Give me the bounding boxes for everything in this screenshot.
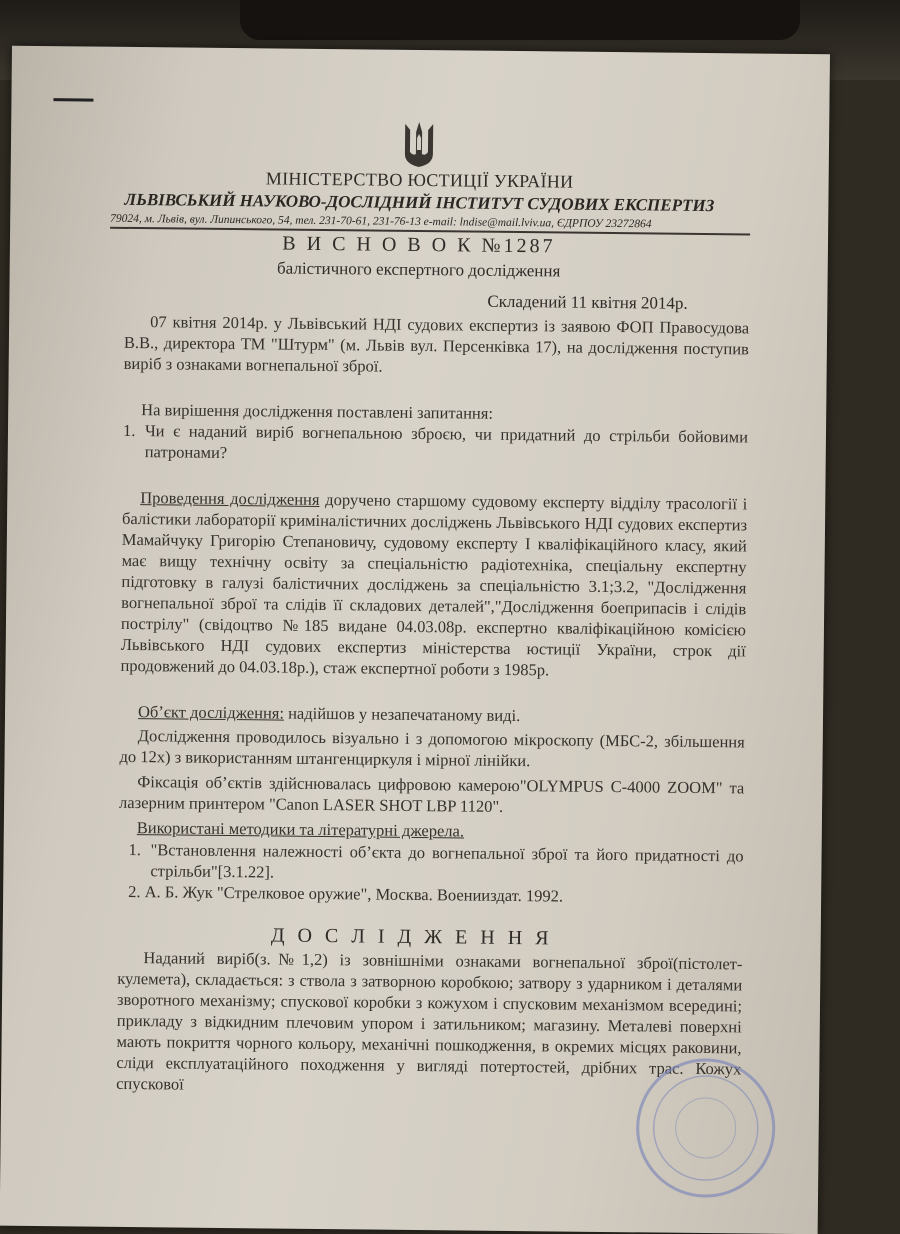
trident-emblem-icon	[401, 120, 438, 170]
object-label: Об’єкт дослідження:	[137, 702, 285, 723]
dark-object	[240, 0, 800, 40]
document-title: В И С Н О В О К №1287	[282, 232, 556, 258]
document-date: Складений 11 квітня 2014р.	[487, 291, 688, 313]
institute-name: ЛЬВІВСЬКИЙ НАУКОВО-ДОСЛІДНИЙ ІНСТИТУТ СУДОВИХ ЕКСПЕРТИЗ	[124, 189, 715, 216]
references-list	[118, 839, 744, 909]
method-paragraph: Дослідження проводилось візуально і з допомогою мікроскопу (МБС-2, збільшення до 12х) з використанням штангенциркуля і мірної лінійки.	[119, 726, 745, 771]
research-paragraph: Наданий виріб(з.№1,2) із зовнішніми ознаками вогнепальної зброї(пістолет-кулемета), складається: з ствола з затворною коробкою; затвору з ударником і деталями зворотного механізму; спускової коробки з кожухом і спусковим механізмом всередині; прикладу з відкидним плечовим упором і затильником; магазину. Металеві поверхні мають покриття чорного кольору, механічні пошкодження, в окремих місцях раковини, сліди експлуатаційного походження у вигляді потертостей, дрібних трас. Кожух спускової	[116, 948, 743, 1094]
question-number: 1.	[122, 420, 136, 441]
institute-address: 79024, м. Львів, вул. Липинського, 54, тел. 231-70-61, 231-76-13 e-mail: lndise@mail.lviv.ua, ЄДРПОУ 23272864	[110, 213, 750, 236]
research-title: Д О С Л І Д Ж Е Н Н Я	[270, 924, 553, 950]
intro-paragraph: 07 квітня 2014р. у Львівський НДІ судових експертиз із заявою ФОП Правосудова В.В., директора ТМ "Штурм" (м. Львів вул. Персенківка 17), на дослідження поступив виріб з ознаками вогнепальної зброї.	[123, 312, 750, 376]
reference-number: 1.	[128, 839, 142, 860]
object-paragraph	[120, 701, 745, 729]
fixation-paragraph: Фіксація об’єктів здійснювалась цифровою камерою"OLYMPUS C-4000 ZOOM" та лазерним принтером "Canon LASER SHOT LBP 1120".	[119, 772, 745, 816]
document-subtitle: балістичного експертного дослідження	[276, 258, 561, 281]
methods-label: Використані методики та літературні джерела.	[136, 818, 465, 841]
questions-section	[123, 399, 749, 469]
ministry-name: МІНІСТЕРСТВО ЮСТИЦІЇ УКРАЇНИ	[265, 168, 574, 192]
document-sheet	[0, 46, 830, 1234]
object-text: надійшов у незапечатаному виді.	[283, 703, 521, 726]
question-text: Чи є наданий виріб вогнепальною зброєю, чи придатний до стрільби бойовими патронами?	[144, 421, 749, 462]
reference-text: "Встановлення належності об’єкта до вогнепальної зброї та його придатності до стрільби"[3.1.22].	[150, 840, 744, 882]
question-item	[123, 420, 748, 469]
pen-mark	[53, 98, 93, 101]
conduct-text: доручено старшому судовому експерту відділу трасології і балістики лабораторії криміналістичних досліджень Львівського НДІ судових експертиз Мамайчуку Григорію Степановичу, судовому експерту І кваліфікаційного класу, який має вищу технічну освіту за спеціальністю радіотехніка, спеціальну експертну підготовку в галузі балістичних досліджень за спеціальністю 3.1;3.2, "Дослідження вогнепальної зброї та слідів її складових деталей","Дослідження боеприпасів і слідів пострілу" (свідоцтво №185 видане 04.03.08р. експертно кваліфікаційною комісією Львівського НДІ судових експертиз міністерства юстиції України, строк дії продовжений до 04.03.18р.), стаж експертної роботи з 1985р.	[120, 489, 748, 680]
conduct-paragraph	[120, 487, 747, 683]
questions-intro: На вирішення дослідження поставлені запитання:	[141, 400, 494, 423]
reference-item	[118, 839, 743, 888]
conduct-label: Проведення дослідження	[140, 488, 320, 509]
official-stamp	[630, 1052, 782, 1204]
reference-item: 2. А. Б. Жук "Стрелковое оружие", Москва. Военииздат. 1992.	[128, 881, 564, 906]
